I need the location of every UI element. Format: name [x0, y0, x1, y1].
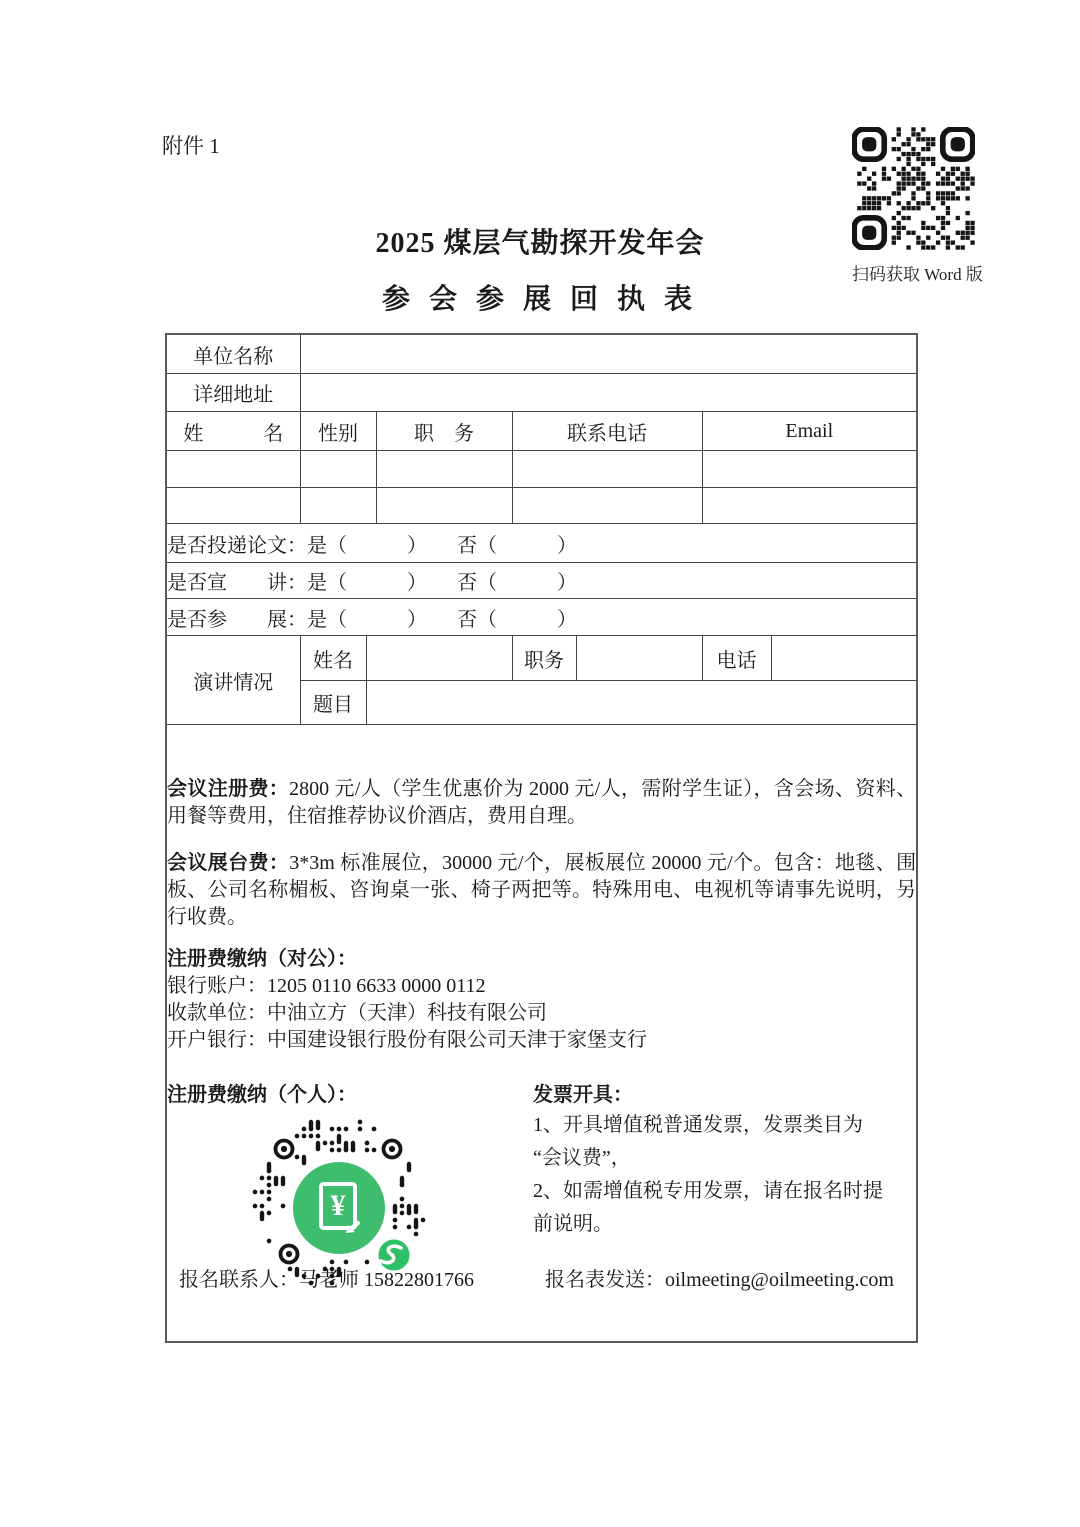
col-header-name: 姓 名 [166, 412, 300, 451]
position-input-cell[interactable] [376, 451, 512, 488]
speaker-position-input-cell[interactable] [576, 636, 702, 681]
invoice-line: 前说明。 [533, 1212, 613, 1235]
corporate-payment-block [167, 946, 916, 1054]
email-input-cell[interactable] [702, 451, 917, 488]
bank-name: 中国建设银行股份有限公司天津于家堡支行 [267, 1028, 647, 1051]
attendee-row [166, 451, 917, 488]
booth-fee-paragraph [167, 850, 916, 931]
speech-topic-label: 题目 [300, 681, 366, 725]
gender-input-cell[interactable] [300, 451, 376, 488]
send-email: oilmeeting@oilmeeting.com [665, 1269, 894, 1291]
invoice-block [533, 1082, 916, 1293]
invoice-line: 1、开具增值税普通发票，发票类目为 [533, 1113, 863, 1136]
bank-name-line: 开户银行：中国建设银行股份有限公司天津于家堡支行 [167, 1028, 647, 1051]
registration-contact: 报名联系人：马老师 15822801766 [179, 1269, 474, 1291]
invoice-line: “会议费”， [533, 1146, 631, 1169]
position-input-cell[interactable] [376, 488, 512, 524]
payee-line: 收款单位：中油立方（天津）科技有限公司 [167, 1001, 547, 1024]
unit-name-input-cell[interactable] [300, 334, 917, 374]
personal-payment-label: 注册费缴纳（个人）： [167, 1083, 357, 1106]
registration-fee-paragraph [167, 776, 916, 830]
corporate-payment-label: 注册费缴纳（对公）： [167, 947, 357, 970]
word-download-qr [852, 127, 982, 285]
speaker-phone-input-cell[interactable] [771, 636, 917, 681]
address-label: 详细地址 [166, 374, 300, 412]
question-submit-paper[interactable]: 是否投递论文：是（ ） 否（ ） [166, 524, 917, 563]
footer-contacts [179, 1263, 904, 1292]
fees-and-payment-cell [166, 725, 917, 1343]
col-header-phone: 联系电话 [512, 412, 702, 451]
name-input-cell[interactable] [166, 451, 300, 488]
page-title: 2025 煤层气勘探开发年会 [375, 228, 705, 259]
contact-person-phone: 马老师 15822801766 [299, 1269, 474, 1291]
phone-input-cell[interactable] [512, 488, 702, 524]
col-header-gender: 性别 [300, 412, 376, 451]
speaker-position-label: 职务 [512, 636, 576, 681]
booth-fee-label: 会议展台费： [167, 851, 290, 874]
registration-fee-label: 会议注册费： [167, 777, 290, 800]
payment-invoice-columns [167, 1082, 916, 1293]
speech-section-label: 演讲情况 [166, 636, 300, 725]
attendee-row [166, 488, 917, 524]
payee-name: 中油立方（天津）科技有限公司 [267, 1001, 547, 1024]
registration-fee-text: 2800 元/人（学生优惠价为 2000 元/人，需附学生证），含会场、资料、用餐等费用，住宿推荐协议价酒店，费用自理。 [167, 777, 917, 827]
gender-input-cell[interactable] [300, 488, 376, 524]
address-input-cell[interactable] [300, 374, 917, 412]
speaker-name-input-cell[interactable] [366, 636, 512, 681]
invoice-label: 发票开具： [533, 1083, 633, 1106]
yuan-symbol: ¥ [330, 1188, 346, 1222]
name-input-cell[interactable] [166, 488, 300, 524]
speaker-phone-label: 电话 [702, 636, 771, 681]
unit-name-label: 单位名称 [166, 334, 300, 374]
attachment-label: 附件 1 [162, 134, 220, 158]
question-give-speech[interactable]: 是否宣 讲：是（ ） 否（ ） [166, 563, 917, 599]
speech-topic-input-cell[interactable] [366, 681, 917, 725]
bank-account-line: 银行账户：1205 0110 6633 0000 0112 [167, 974, 486, 997]
booth-fee-text: 3*3m 标准展位，30000 元/个，展板展位 20000 元/个。包含：地毯、围板、公司名称楣板、咨询桌一张、椅子两把等。特殊用电、电视机等请事先说明，另行收费。 [167, 851, 917, 928]
phone-input-cell[interactable] [512, 451, 702, 488]
invoice-line: 2、如需增值税专用发票，请在报名时提 [533, 1179, 883, 1202]
form-send-to: 报名表发送：oilmeeting@oilmeeting.com [545, 1269, 894, 1291]
email-input-cell[interactable] [702, 488, 917, 524]
qr-caption: 扫码获取 Word 版 [852, 265, 983, 284]
col-header-position: 职 务 [376, 412, 512, 451]
question-exhibit[interactable]: 是否参 展：是（ ） 否（ ） [166, 599, 917, 636]
page-subtitle: 参 会 参 展 回 执 表 [381, 284, 698, 315]
personal-payment-block [167, 1082, 533, 1293]
col-header-email: Email [702, 412, 917, 451]
speaker-name-label: 姓名 [300, 636, 366, 681]
bank-account-number: 1205 0110 6633 0000 0112 [267, 974, 486, 997]
registration-form-table [165, 333, 918, 1343]
